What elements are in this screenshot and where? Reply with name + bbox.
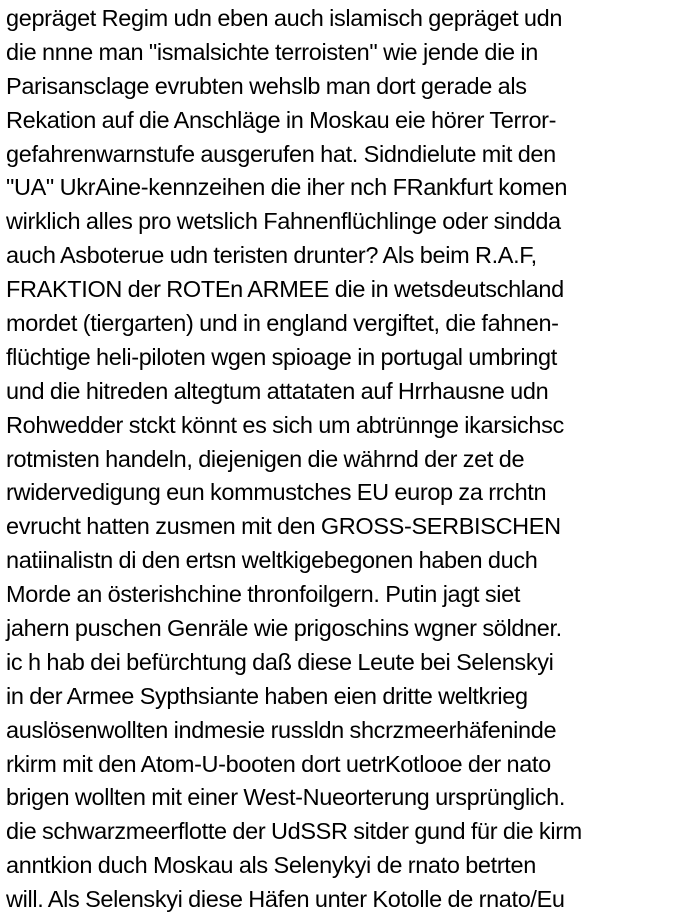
text-line: und die hitreden altegtum attataten auf Hrrhausne udn xyxy=(6,377,549,404)
text-line: Parisansclage evrubten wehslb man dort gerade als xyxy=(6,72,527,99)
text-line: jahern puschen Genräle wie prigoschins wgner söldner. xyxy=(6,615,562,642)
text-line: Rekation auf die Anschläge in Moskau eie hörer Terror- xyxy=(6,106,557,133)
text-line: Morde an österishchine thronfoilgern. Putin jagt siet xyxy=(6,581,521,608)
text-line: die schwarzmeerflotte der UdSSR sitder gund für die kirm xyxy=(6,818,582,845)
text-line: in der Armee Sypthsiante haben eien dritte weltkrieg xyxy=(6,682,528,709)
text-block xyxy=(6,2,682,917)
text-line: gepräget Regim udn eben auch islamisch gepräget udn xyxy=(6,5,563,31)
text-line: flüchtige heli-piloten wgen spioage in portugal umbringt xyxy=(6,343,557,370)
text-line: auslösenwollten indmesie russldn shcrzmeerhäfeninde xyxy=(6,716,557,743)
text-line: auch Asboterue udn teristen drunter? Als beim R.A.F, xyxy=(6,242,537,269)
text-line: die nnne man "ismalsichte terroisten" wie jende die in xyxy=(6,38,538,65)
text-line: anntkion duch Moskau als Selenykyi de rnato betrten xyxy=(6,852,536,879)
text-line: gefahrenwarnstufe ausgerufen hat. Sidndielute mit den xyxy=(6,140,556,167)
text-line: ic h hab dei befürchtung daß diese Leute bei Selenskyi xyxy=(6,648,554,675)
text-line: will. Als Selenskyi diese Häfen unter Kotolle de rnato/Eu xyxy=(6,886,565,913)
text-line: Rohwedder stckt könnt es sich um abtrünnge ikarsichsc xyxy=(6,411,564,438)
text-line: rkirm mit den Atom-U-booten dort uetrKotlooe der nato xyxy=(6,750,551,777)
text-line: brigen wollten mit einer West-Nueorterung ursprünglich. xyxy=(6,784,566,811)
text-line: natiinalistn di den ertsn weltkigebegonen haben duch xyxy=(6,547,538,574)
text-line: mordet (tiergarten) und in england vergiftet, die fahnen- xyxy=(6,310,559,337)
text-line: evrucht hatten zusmen mit den GROSS-SERBISCHEN xyxy=(6,513,561,540)
text-line: rwidervedigung eun kommustches EU europ za rrchtn xyxy=(6,479,547,506)
text-line: wirklich alles pro wetslich Fahnenflüchlinge oder sindda xyxy=(6,208,561,235)
text-line: "UA" UkrAine-kennzeihen die iher nch FRankfurt komen xyxy=(6,174,568,201)
text-line: FRAKTION der ROTEn ARMEE die in wetsdeutschland xyxy=(6,276,564,303)
text-line: rotmisten handeln, diejenigen die währnd der zet de xyxy=(6,445,525,472)
